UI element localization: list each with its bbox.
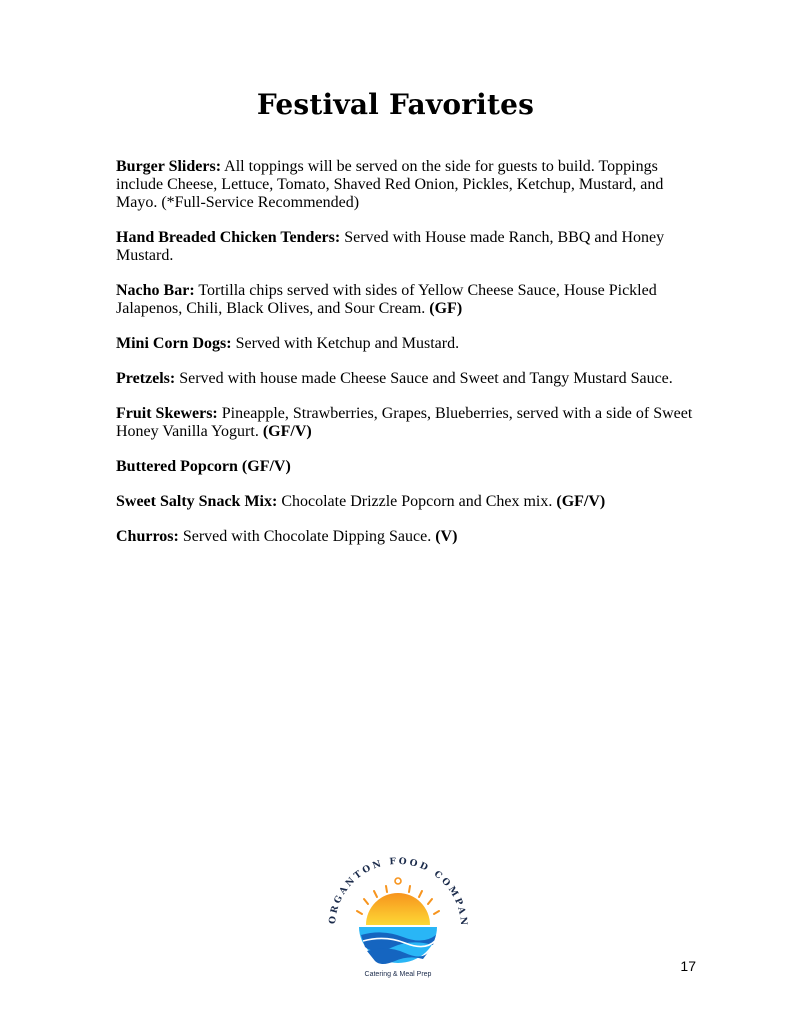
dietary-tag: (GF/V): [556, 493, 606, 510]
item-name: Fruit Skewers:: [116, 405, 218, 422]
sun-over-water-logo-icon: [323, 855, 473, 980]
item-name: Burger Sliders:: [116, 158, 222, 175]
menu-item-fruit-skewers: [116, 405, 701, 441]
dietary-tag: (GF): [429, 300, 463, 317]
brand-arc-text: ORGANTON FOOD COMPAN: [327, 856, 469, 929]
menu-list: [116, 158, 701, 563]
item-name: Buttered Popcorn: [116, 458, 238, 475]
dietary-tag: (GF/V): [262, 423, 312, 440]
menu-item-buttered-popcorn: [116, 458, 701, 476]
page-title: Festival Favorites: [256, 88, 535, 121]
logo-tagline: Catering & Meal Prep: [364, 971, 432, 978]
menu-item-mini-corn-dogs: [116, 335, 701, 353]
item-description: Chocolate Drizzle Popcorn and Chex mix.: [277, 493, 557, 510]
item-description: Served with house made Cheese Sauce and Sweet and Tangy Mustard Sauce.: [175, 370, 673, 387]
item-description: All toppings will be served on the side for guests to build. Toppings include Cheese, Lettuce, Tomato, Shaved Red Onion, Pickles, Ketchup, Mustard, and Mayo. (*Full-Service Recommended): [116, 158, 664, 211]
item-name: Nacho Bar:: [116, 282, 195, 299]
item-description: Served with House made Ranch, BBQ and Honey Mustard.: [116, 229, 665, 264]
menu-item-burger-sliders: [116, 158, 701, 212]
item-name: Sweet Salty Snack Mix:: [116, 493, 278, 510]
sun-shape: [366, 893, 430, 925]
dietary-tag: (V): [435, 528, 458, 545]
item-name: Mini Corn Dogs:: [116, 335, 232, 352]
dietary-tag: (GF/V): [241, 458, 291, 475]
item-name: Pretzels:: [116, 370, 176, 387]
item-description: Served with Chocolate Dipping Sauce.: [178, 528, 436, 545]
menu-item-chicken-tenders: [116, 229, 701, 265]
item-name: Churros:: [116, 528, 179, 545]
menu-item-pretzels: [116, 370, 701, 388]
item-description: Served with Ketchup and Mustard.: [231, 335, 460, 352]
item-name: Hand Breaded Chicken Tenders:: [116, 229, 341, 246]
menu-item-snack-mix: [116, 493, 701, 511]
item-description: Pineapple, Strawberries, Grapes, Blueberries, served with a side of Sweet Honey Vanilla Yogurt.: [116, 405, 693, 440]
page-number: 17: [680, 958, 696, 974]
menu-item-nacho-bar: [116, 282, 701, 318]
company-logo: [323, 855, 473, 980]
item-description: Tortilla chips served with sides of Yellow Cheese Sauce, House Pickled Jalapenos, Chili, Black Olives, and Sour Cream.: [116, 282, 657, 317]
menu-item-churros: [116, 528, 701, 546]
cloche-handle: [395, 878, 401, 884]
